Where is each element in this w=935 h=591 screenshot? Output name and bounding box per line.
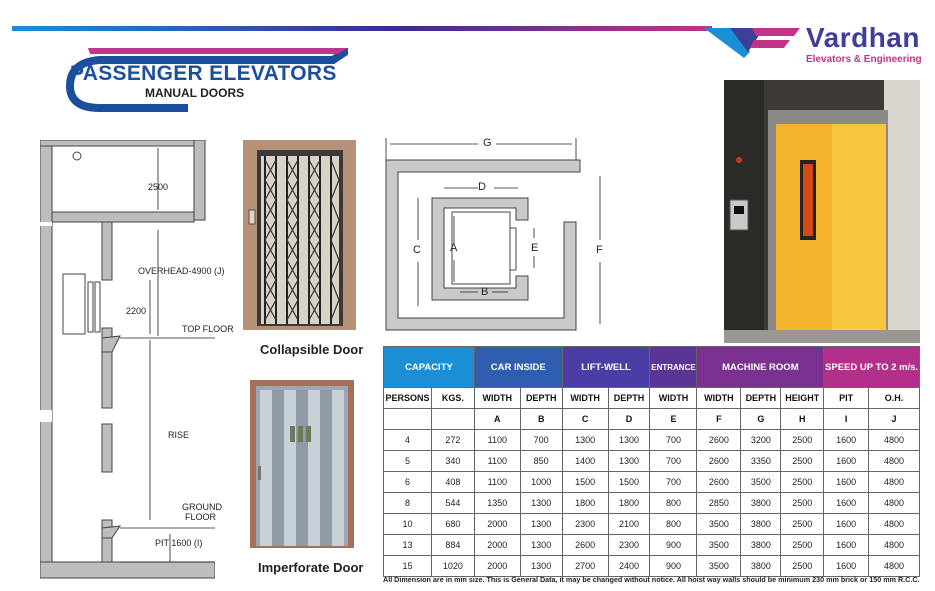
table-cell: 2000 bbox=[474, 535, 520, 556]
rise-label: RISE bbox=[168, 430, 190, 440]
table-cell: 4800 bbox=[869, 556, 920, 577]
table-cell: 1100 bbox=[474, 430, 520, 451]
table-row bbox=[384, 493, 920, 514]
table-cell: 3800 bbox=[741, 514, 781, 535]
plan-label-a: A bbox=[450, 242, 458, 254]
letter-cell: G bbox=[741, 409, 781, 430]
subheader-cell: DEPTH bbox=[520, 388, 562, 409]
plan-label-e: E bbox=[531, 242, 539, 254]
table-cell: 544 bbox=[431, 493, 474, 514]
table-cell: 1600 bbox=[824, 472, 869, 493]
table-cell: 3800 bbox=[741, 556, 781, 577]
table-cell: 3500 bbox=[697, 535, 741, 556]
table-cell: 900 bbox=[650, 556, 697, 577]
pit-label: PIT 1600 (I) bbox=[155, 538, 203, 548]
table-cell: 884 bbox=[431, 535, 474, 556]
table-cell: 1800 bbox=[562, 493, 608, 514]
table-cell: 3800 bbox=[741, 493, 781, 514]
table-cell: 1300 bbox=[562, 430, 608, 451]
table-cell: 4800 bbox=[869, 535, 920, 556]
table-cell: 4800 bbox=[869, 514, 920, 535]
subheader-cell: PIT bbox=[824, 388, 869, 409]
plan-label-b: B bbox=[481, 286, 489, 298]
table-cell: 2600 bbox=[697, 451, 741, 472]
table-cell: 272 bbox=[431, 430, 474, 451]
header-lift-well: LIFT-WELL bbox=[562, 347, 650, 388]
table-cell: 2500 bbox=[781, 451, 824, 472]
plan-label-d: D bbox=[478, 181, 486, 193]
table-cell: 2500 bbox=[781, 430, 824, 451]
table-cell: 1600 bbox=[824, 556, 869, 577]
page-subtitle: MANUAL DOORS bbox=[145, 86, 245, 100]
footnote: All Dimension are in mm size. This is General Data, it may be changed without notice. All hoist way walls should be minimum 230 mm brick or 150 mm R.C.C. bbox=[383, 575, 920, 584]
table-cell: 2500 bbox=[781, 472, 824, 493]
table-cell: 13 bbox=[384, 535, 432, 556]
table-cell: 850 bbox=[520, 451, 562, 472]
subheader-cell: WIDTH bbox=[474, 388, 520, 409]
vardhan-logo-icon bbox=[704, 24, 800, 60]
table-cell: 1300 bbox=[608, 430, 650, 451]
top-clearance-label: 2500 bbox=[148, 182, 169, 192]
letter-cell: J bbox=[869, 409, 920, 430]
table-cell: 2500 bbox=[781, 493, 824, 514]
header-entrance: ENTRANCE bbox=[650, 347, 697, 388]
table-cell: 1300 bbox=[520, 514, 562, 535]
table-cell: 1000 bbox=[520, 472, 562, 493]
table-cell: 2850 bbox=[697, 493, 741, 514]
table-cell: 2300 bbox=[608, 535, 650, 556]
elevator-photo bbox=[724, 80, 920, 343]
door-height-label: 2200 bbox=[126, 306, 147, 316]
letter-cell: D bbox=[608, 409, 650, 430]
letter-cell: A bbox=[474, 409, 520, 430]
table-cell: 4 bbox=[384, 430, 432, 451]
letter-cell: F bbox=[697, 409, 741, 430]
table-row bbox=[384, 556, 920, 577]
table-cell: 1300 bbox=[608, 451, 650, 472]
table-cell: 3200 bbox=[741, 430, 781, 451]
table-group-header-row bbox=[384, 347, 920, 388]
table-row bbox=[384, 430, 920, 451]
ground-floor-label-2: FLOOR bbox=[185, 512, 217, 522]
subheader-cell: O.H. bbox=[869, 388, 920, 409]
table-cell: 800 bbox=[650, 514, 697, 535]
overhead-label: OVERHEAD-4900 (J) bbox=[138, 266, 225, 276]
elevator-plan-diagram bbox=[380, 136, 620, 338]
table-cell: 2300 bbox=[562, 514, 608, 535]
table-cell: 3350 bbox=[741, 451, 781, 472]
table-cell: 1600 bbox=[824, 535, 869, 556]
table-cell: 10 bbox=[384, 514, 432, 535]
table-cell: 800 bbox=[650, 493, 697, 514]
table-subheader-row bbox=[384, 388, 920, 409]
table-cell: 4800 bbox=[869, 472, 920, 493]
table-cell: 1600 bbox=[824, 493, 869, 514]
table-cell: 2600 bbox=[562, 535, 608, 556]
top-floor-label: TOP FLOOR bbox=[182, 324, 234, 334]
table-cell: 2600 bbox=[697, 430, 741, 451]
letter-cell: B bbox=[520, 409, 562, 430]
header-car-inside: CAR INSIDE bbox=[474, 347, 562, 388]
table-cell: 2500 bbox=[781, 535, 824, 556]
page-title: PASSENGER ELEVATORS bbox=[70, 62, 337, 85]
table-cell: 2700 bbox=[562, 556, 608, 577]
ground-floor-label-1: GROUND bbox=[182, 502, 222, 512]
table-cell: 1800 bbox=[608, 493, 650, 514]
table-cell: 15 bbox=[384, 556, 432, 577]
table-cell: 5 bbox=[384, 451, 432, 472]
brand-tagline: Elevators & Engineering bbox=[806, 54, 922, 65]
letter-cell: E bbox=[650, 409, 697, 430]
plan-label-c: C bbox=[413, 244, 421, 256]
letter-cell bbox=[384, 409, 432, 430]
table-cell: 1300 bbox=[520, 556, 562, 577]
subheader-cell: WIDTH bbox=[562, 388, 608, 409]
table-cell: 700 bbox=[520, 430, 562, 451]
table-cell: 4800 bbox=[869, 430, 920, 451]
table-cell: 2500 bbox=[781, 514, 824, 535]
table-cell: 700 bbox=[650, 430, 697, 451]
table-cell: 2000 bbox=[474, 514, 520, 535]
table-cell: 1500 bbox=[608, 472, 650, 493]
collapsible-door-caption: Collapsible Door bbox=[260, 342, 364, 357]
table-cell: 6 bbox=[384, 472, 432, 493]
subheader-cell: KGS. bbox=[431, 388, 474, 409]
table-cell: 700 bbox=[650, 451, 697, 472]
top-gradient-bar bbox=[12, 26, 712, 31]
subheader-cell: DEPTH bbox=[608, 388, 650, 409]
table-cell: 1100 bbox=[474, 451, 520, 472]
table-cell: 1350 bbox=[474, 493, 520, 514]
table-cell: 2600 bbox=[697, 472, 741, 493]
header-speed: SPEED UP TO 2 m/s. bbox=[824, 347, 920, 388]
imperforate-door-caption: Imperforate Door bbox=[258, 560, 364, 575]
table-cell: 680 bbox=[431, 514, 474, 535]
plan-label-f: F bbox=[596, 244, 603, 256]
table-cell: 2500 bbox=[781, 556, 824, 577]
imperforate-door-image bbox=[250, 380, 354, 548]
letter-cell: H bbox=[781, 409, 824, 430]
subheader-cell: WIDTH bbox=[697, 388, 741, 409]
header-machine-room: MACHINE ROOM bbox=[697, 347, 824, 388]
table-cell: 3500 bbox=[741, 472, 781, 493]
letter-cell bbox=[431, 409, 474, 430]
letter-cell: I bbox=[824, 409, 869, 430]
table-cell: 1600 bbox=[824, 451, 869, 472]
subheader-cell: WIDTH bbox=[650, 388, 697, 409]
table-cell: 8 bbox=[384, 493, 432, 514]
table-cell: 4800 bbox=[869, 493, 920, 514]
table-cell: 1600 bbox=[824, 514, 869, 535]
table-row bbox=[384, 535, 920, 556]
table-cell: 700 bbox=[650, 472, 697, 493]
table-cell: 1100 bbox=[474, 472, 520, 493]
table-cell: 1500 bbox=[562, 472, 608, 493]
table-cell: 3500 bbox=[697, 514, 741, 535]
table-cell: 1020 bbox=[431, 556, 474, 577]
table-cell: 1300 bbox=[520, 493, 562, 514]
table-cell: 3500 bbox=[697, 556, 741, 577]
table-cell: 1600 bbox=[824, 430, 869, 451]
table-cell: 4800 bbox=[869, 451, 920, 472]
table-row bbox=[384, 451, 920, 472]
brand-name: Vardhan bbox=[806, 22, 920, 53]
table-letter-row bbox=[384, 409, 920, 430]
table-cell: 2400 bbox=[608, 556, 650, 577]
subheader-cell: HEIGHT bbox=[781, 388, 824, 409]
table-cell: 340 bbox=[431, 451, 474, 472]
table-cell: 3800 bbox=[741, 535, 781, 556]
table-cell: 408 bbox=[431, 472, 474, 493]
subheader-cell: DEPTH bbox=[741, 388, 781, 409]
table-row bbox=[384, 514, 920, 535]
subheader-cell: PERSONS bbox=[384, 388, 432, 409]
letter-cell: C bbox=[562, 409, 608, 430]
plan-label-g: G bbox=[483, 137, 492, 149]
header-capacity: CAPACITY bbox=[384, 347, 475, 388]
table-cell: 1400 bbox=[562, 451, 608, 472]
table-cell: 2100 bbox=[608, 514, 650, 535]
table-cell: 900 bbox=[650, 535, 697, 556]
collapsible-door-image bbox=[243, 140, 356, 330]
table-cell: 1300 bbox=[520, 535, 562, 556]
table-row bbox=[384, 472, 920, 493]
table-cell: 2000 bbox=[474, 556, 520, 577]
specification-table bbox=[383, 346, 920, 577]
